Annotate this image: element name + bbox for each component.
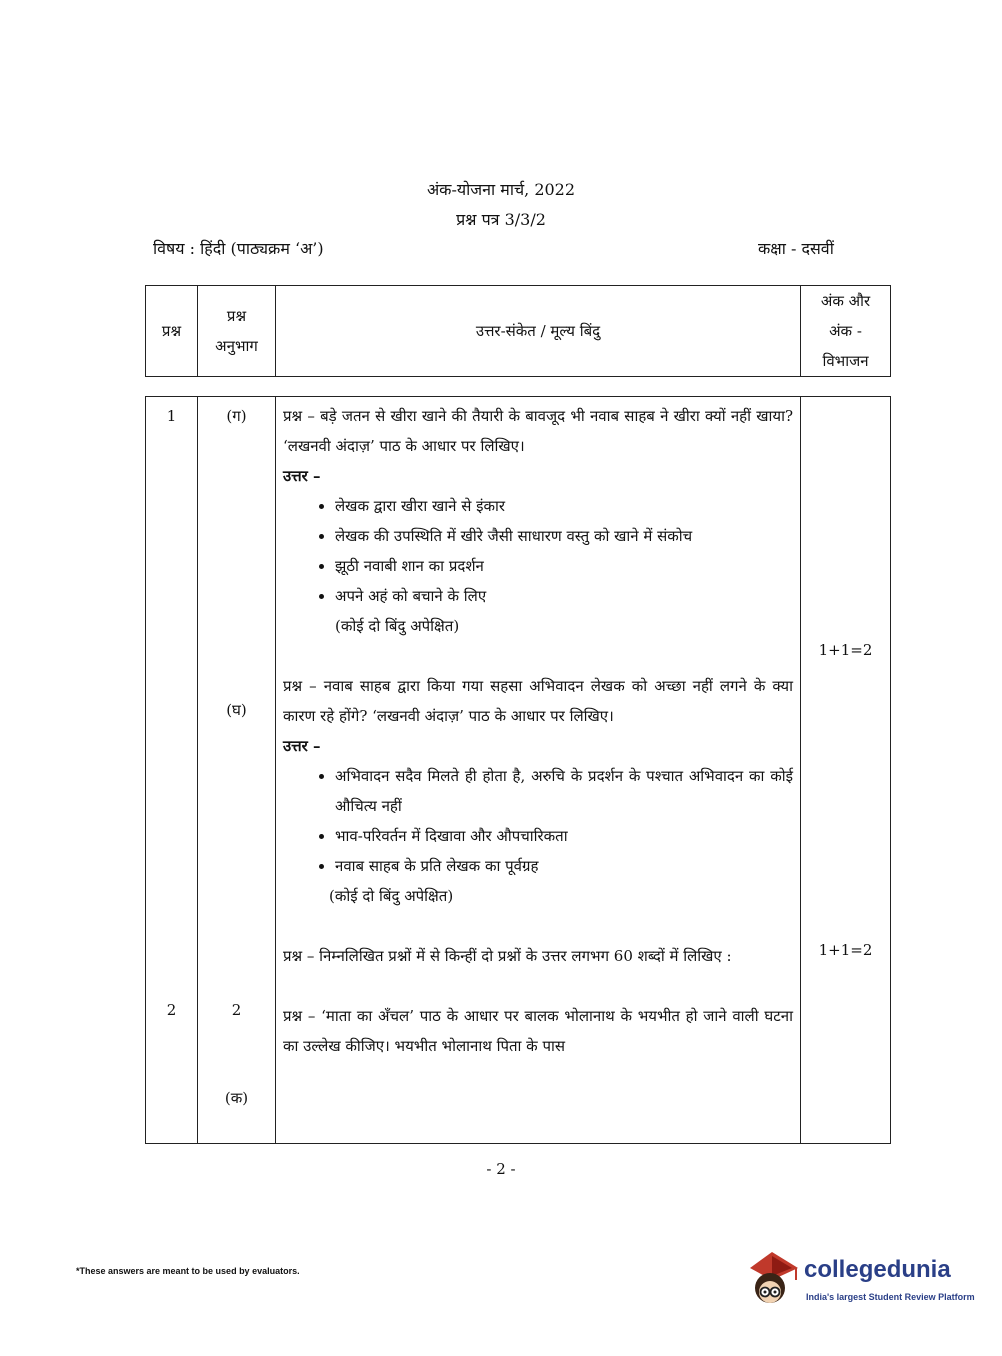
footer-note: *These answers are meant to be used by evaluators. [76, 1266, 300, 1276]
col-question: प्रश्न [146, 286, 198, 377]
section-labels [198, 397, 276, 1144]
subject-label: विषय : हिंदी (पाठ्यक्रम ‘अ’) [153, 239, 324, 258]
class-label: कक्षा - दसवीं [758, 239, 834, 258]
answer-content [276, 397, 801, 1144]
collegedunia-logo [742, 1246, 977, 1316]
paper-code: प्रश्न पत्र 3/3/2 [456, 210, 546, 229]
col-marks [801, 286, 891, 377]
mascot-icon [742, 1246, 802, 1310]
q1-gha-answer-label: उत्तर – [283, 737, 321, 755]
q1-ga-points [283, 491, 793, 611]
col-marks-line3: विभाजन [822, 352, 869, 370]
answer-table [145, 396, 891, 1144]
table-header [145, 285, 891, 377]
col-section [198, 286, 276, 377]
col-marks-line1: अंक और [820, 292, 871, 310]
q1-ga-question: प्रश्न – बड़े जतन से खीरा खाने की तैयारी के बावजूद भी नवाब साहब ने खीरा क्यों नहीं खाया? ‘लखनवी अंदाज़’ पाठ के आधार पर लिखिए। [283, 407, 793, 455]
list-item: • अभिवादन सदैव मिलते ही होता है, अरुचि के प्रदर्शन के पश्चात अभिवादन का कोई औचित्य नहीं [335, 761, 793, 821]
page-title: अंक-योजना मार्च, 2022 [426, 180, 576, 199]
q2-section-label: 2 [231, 1001, 242, 1019]
col-section-line1: प्रश्न [226, 307, 247, 325]
col-section-line2: अनुभाग [215, 337, 258, 355]
q1-gha-question: प्रश्न – नवाब साहब द्वारा किया गया सहसा अभिवादन लेखक को अच्छा नहीं लगने के क्या कारण रहे होंगे? ‘लखनवी अंदाज़’ पाठ के आधार पर लिखिए। [283, 677, 793, 725]
list-item: • लेखक की उपस्थिति में खीरे जैसी साधारण वस्तु को खाने में संकोच [335, 521, 793, 551]
q1-part-ga-label: (ग) [226, 407, 247, 425]
page-number: - 2 - [486, 1160, 516, 1178]
list-item: • झूठी नवाबी शान का प्रदर्शन [335, 551, 793, 581]
q1-number: 1 [166, 407, 177, 425]
q1-gha-points [283, 761, 793, 881]
q1-part-gha-label: (घ) [226, 701, 247, 719]
q1-gha-marks: 1+1=2 [818, 941, 873, 959]
q2-ka-question: प्रश्न – ‘माता का अँचल’ पाठ के आधार पर बालक भोलानाथ के भयभीत हो जाने वाली घटना का उल्लेख कीजिए। भयभीत भोलानाथ पिता के पास [283, 1007, 793, 1055]
q2-number: 2 [166, 1001, 177, 1019]
q1-ga-answer-label: उत्तर – [283, 467, 321, 485]
q1-gha-note: (कोई दो बिंदु अपेक्षित) [329, 887, 454, 905]
logo-tagline: India's largest Student Review Platform [806, 1292, 975, 1302]
q2-part-ka-label: (क) [224, 1089, 249, 1107]
col-answer: उत्तर-संकेत / मूल्य बिंदु [276, 286, 801, 377]
q1-ga-marks: 1+1=2 [818, 641, 873, 659]
list-item: • भाव-परिवर्तन में दिखावा और औपचारिकता [335, 821, 793, 851]
list-item: • अपने अहं को बचाने के लिए [335, 581, 793, 611]
marks-column [801, 397, 891, 1144]
list-item: • नवाब साहब के प्रति लेखक का पूर्वग्रह [335, 851, 793, 881]
q2-intro: प्रश्न – निम्नलिखित प्रश्नों में से किन्हीं दो प्रश्नों के उत्तर लगभग 60 शब्दों में लिखिए : [283, 947, 732, 965]
q1-ga-note: (कोई दो बिंदु अपेक्षित) [335, 617, 460, 635]
logo-name: collegedunia [804, 1256, 951, 1283]
question-numbers [146, 397, 198, 1144]
col-marks-line2: अंक - [829, 322, 862, 340]
list-item: • लेखक द्वारा खीरा खाने से इंकार [335, 491, 793, 521]
